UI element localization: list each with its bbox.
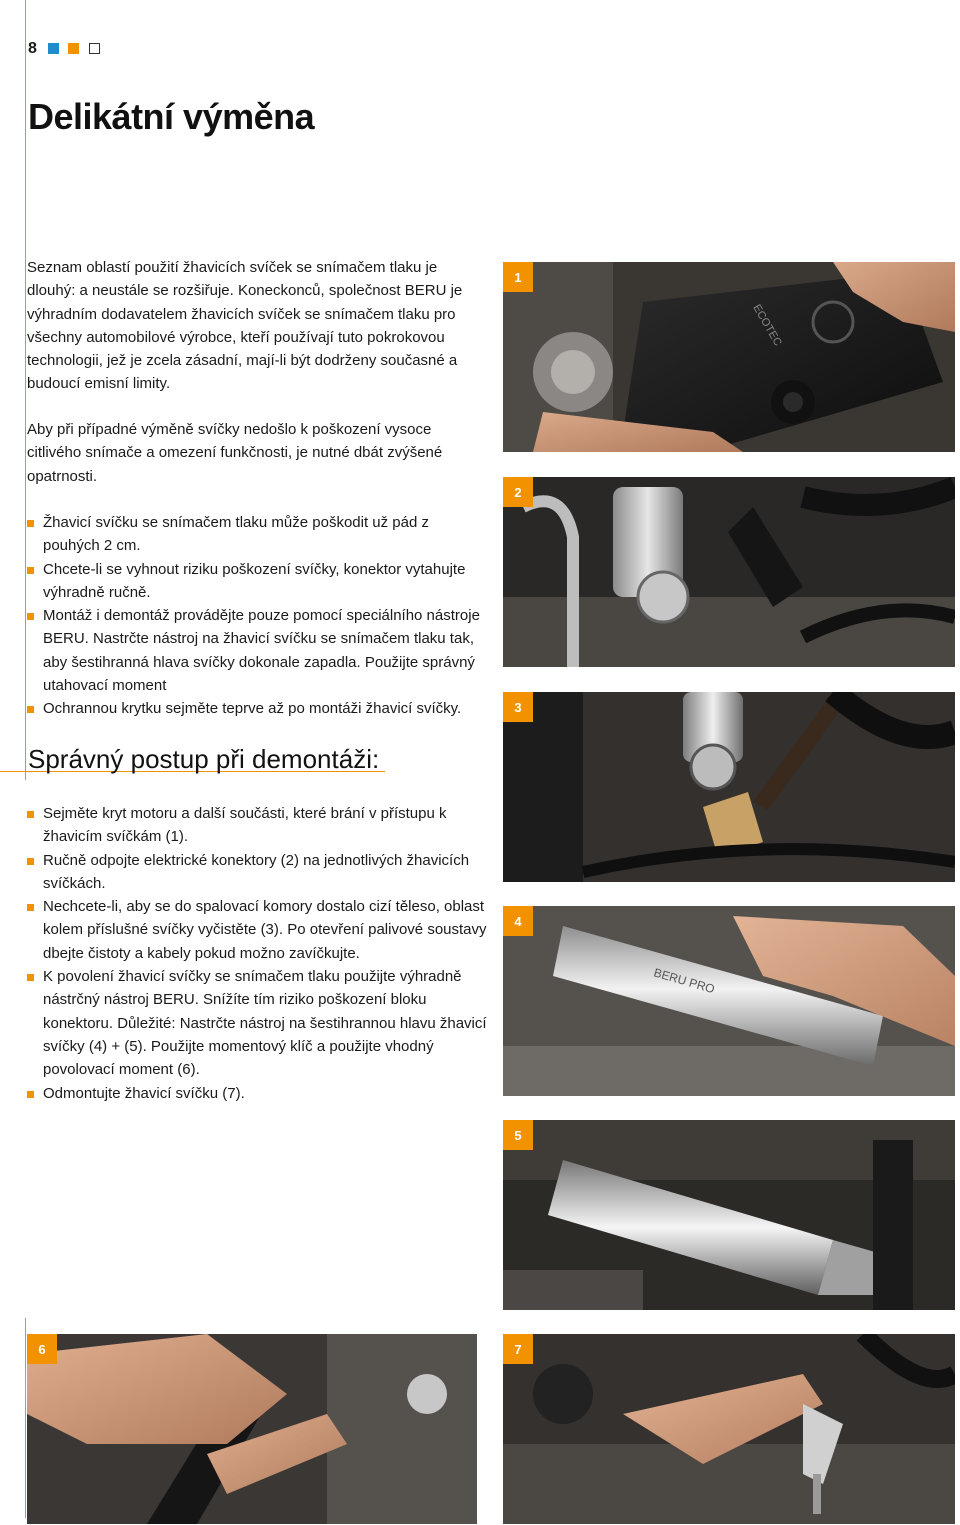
bullet-icon [27,520,34,527]
list-item: Ochrannou krytku sejměte teprve až po montáži žhavicí svíčky. [27,697,487,720]
bullet-icon [27,706,34,713]
page-number: 8 [28,40,37,57]
photo-removed-plug [503,1334,955,1524]
bullet-icon [27,811,34,818]
tool-brand-text: BERU PRO [652,965,717,997]
list-item: Sejměte kryt motoru a další součásti, které brání v přístupu k žhavicím svíčkám (1). [27,802,487,849]
photo-socket-tool [503,906,955,1096]
section-title: Správný postup při demontáži: [28,744,380,774]
bullet-icon [27,974,34,981]
list-item: K povolení žhavicí svíčky se snímačem tlaku použijte výhradně nástrčný nástroj BERU. Snížíte tím riziko poškození bloku konektoru. Důležité: Nastrčte nástroj na šestihrannou hlavu žhavicí svíčky (4) + (5). Použijte momentový klíč a použijte vhodný povolovací moment (6). [27,965,487,1081]
photo-engine-cover [503,262,955,452]
intro-paragraph: Seznam oblastí použití žhavicích svíček se snímačem tlaku je dlouhý: a neustále se rozšiřuje. Koneckonců, společnost BERU je výhradním dodavatelem žhavicích svíček se snímačem tlaku pro všechny automobilové výrobce, kteří používají tuto pokrokovou technologii, jež je zcela zásadní, mají-li být dodrženy současné a budoucí emisní limity. [27,259,463,393]
photo-label: 4 [503,906,533,936]
list-item: Chcete-li se vyhnout riziku poškození svíčky, konektor vytahujte výhradně ručně. [27,558,487,605]
list-item: Nechcete-li, aby se do spalovací komory dostalo cizí těleso, oblast kolem příslušné svíčky vyčistěte (3). Po otevření palivové soustavy dbejte čistoty a kabely pokud možno zavíčkujte. [27,895,487,965]
blue-square-icon [48,43,59,54]
photo-label: 2 [503,477,533,507]
margin-rule-bottom [25,1318,26,1518]
bullet-icon [27,1091,34,1098]
photo-label: 6 [27,1334,57,1364]
caution-paragraph: Aby při případné výměně svíčky nedošlo k poškození vysoce citlivého snímače a omezení funkčnosti, je nutné dbát zvýšené opatrnosti. [27,421,443,485]
list-item: Odmontujte žhavicí svíčku (7). [27,1082,487,1105]
warning-list [27,511,487,721]
list-item: Ručně odpojte elektrické konektory (2) na jednotlivých žhavicích svíčkách. [27,849,487,896]
ecotec-logo-text: ECOTEC [750,302,784,349]
photo-torque-wrench [27,1334,477,1524]
photo-socket-closeup [503,1120,955,1310]
bullet-icon [27,567,34,574]
orange-square-icon [68,43,79,54]
list-item: Žhavicí svíčku se snímačem tlaku může poškodit už pád z pouhých 2 cm. [27,511,487,558]
step-list [27,802,487,1105]
bullet-icon [27,904,34,911]
photo-label: 7 [503,1334,533,1364]
margin-rule [25,0,26,780]
photo-connector [503,477,955,667]
photo-label: 3 [503,692,533,722]
photo-label: 1 [503,262,533,292]
photo-cleaning [503,692,955,882]
page-title: Delikátní výměna [28,96,315,137]
bullet-icon [27,858,34,865]
photo-label: 5 [503,1120,533,1150]
bullet-icon [27,613,34,620]
list-item: Montáž i demontáž provádějte pouze pomocí speciálního nástroje BERU. Nastrčte nástroj na žhavicí svíčku se snímačem tlaku tak, aby šestihranná hlava svíčky dokonale zapadla. Použijte správný utahovací moment [27,604,487,697]
outline-square-icon [89,43,100,54]
